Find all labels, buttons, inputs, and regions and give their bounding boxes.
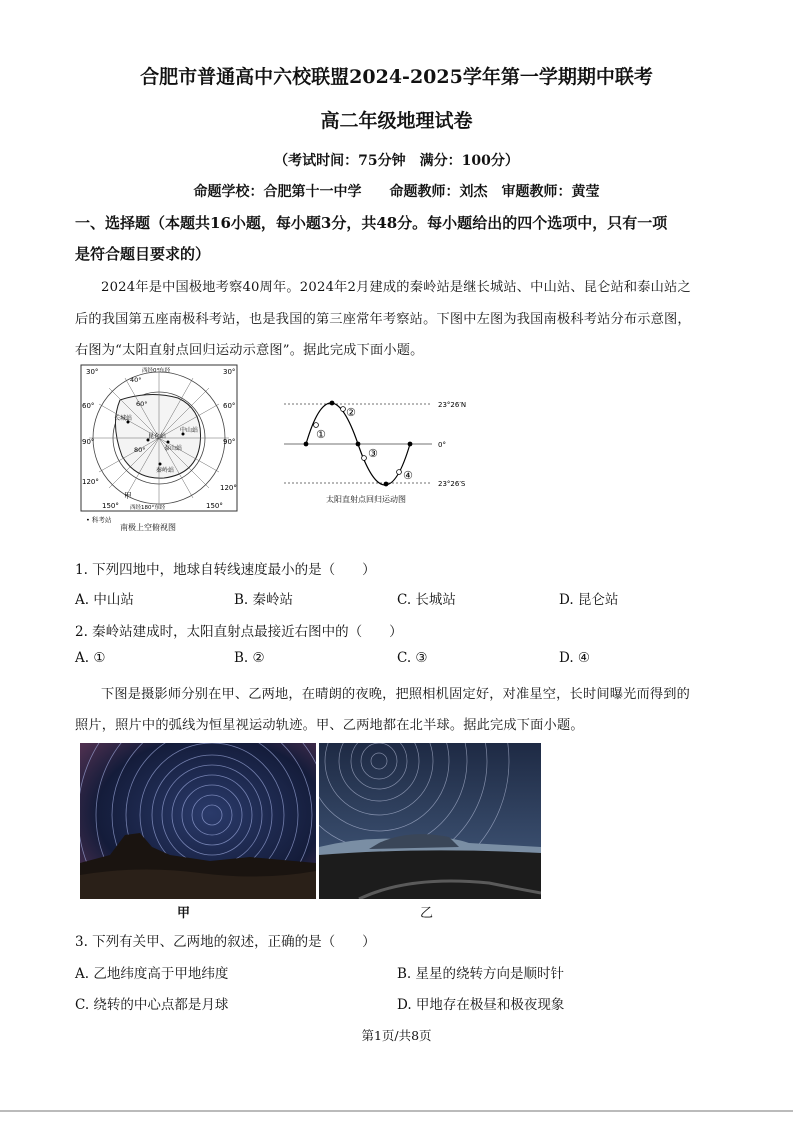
- star-trail-photo-jia: [80, 743, 316, 899]
- lat-label: 80°: [134, 446, 146, 454]
- sun-migration-diagram: [280, 392, 505, 492]
- lon-label: 150°: [206, 502, 223, 510]
- photo-label-yi: 乙: [420, 906, 434, 921]
- q1-option-a: A. 中山站: [75, 592, 134, 608]
- passage2-line: 照片，照片中的弧线为恒星视运动轨迹。甲、乙两地都在北半球。据此完成下面小题。: [75, 718, 584, 733]
- exam-title: 合肥市普通高中六校联盟2024-2025学年第一学期期中联考: [140, 66, 653, 88]
- question-1: 1. 下列四地中，地球自转线速度最小的是（ ）: [75, 562, 376, 578]
- q1-option-d: D. 昆仑站: [559, 592, 619, 608]
- q1-option-c: C. 长城站: [397, 592, 456, 608]
- marker-4: ④: [403, 469, 413, 482]
- q2-option-d: D. ④: [559, 650, 591, 666]
- station-label: 秦岭站: [156, 467, 175, 474]
- question-2: 2. 秦岭站建成时，太阳直射点最接近右图中的（ ）: [75, 624, 403, 640]
- passage1-line: 右图为“太阳直射点回归运动示意图”。据此完成下面小题。: [75, 343, 424, 358]
- lon-label: 90°: [82, 438, 95, 446]
- marker-1: ①: [316, 428, 326, 441]
- meridian-label-bottom: 西经180°东经: [130, 505, 166, 511]
- station-label: 泰山站: [164, 445, 183, 452]
- station-label: 昆仑站: [148, 433, 167, 440]
- exam-info: （考试时间：75分钟 满分：100分）: [274, 153, 519, 169]
- region-label: 甲: [124, 491, 132, 500]
- passage2-line: 下图是摄影师分别在甲、乙两地，在晴朗的夜晚，把照相机固定好，对准星空，长时间曝光而得到的: [101, 687, 691, 702]
- q2-option-c: C. ③: [397, 650, 428, 666]
- lon-label: 120°: [220, 484, 237, 492]
- lon-label: 30°: [223, 368, 236, 376]
- marker-3: ③: [368, 447, 378, 460]
- meridian-label: 西经0°东经: [142, 368, 171, 374]
- lat-label: 60°: [136, 400, 148, 408]
- lon-label: 90°: [223, 438, 236, 446]
- passage1-line: 后的我国第五座南极科考站，也是我国的第三座常年考察站。下图中左图为我国南极科考站分布示意图，: [75, 312, 691, 327]
- lat-label: 40°: [130, 376, 142, 384]
- q1-option-b: B. 秦岭站: [234, 592, 294, 608]
- question-3: 3. 下列有关甲、乙两地的叙述，正确的是（ ）: [75, 934, 376, 950]
- exam-subtitle: 高二年级地理试卷: [320, 110, 473, 132]
- photo-label-jia: 甲: [177, 906, 191, 921]
- lat-south-label: 23°26′S: [438, 480, 466, 488]
- equator-label: 0°: [438, 441, 446, 449]
- station-label: 长城站: [114, 415, 133, 422]
- star-trail-photo-yi: [319, 743, 541, 899]
- lon-label: 150°: [102, 502, 119, 510]
- sun-diagram-caption: 太阳直射点回归运动图: [326, 495, 406, 504]
- station-label: 中山站: [180, 427, 199, 434]
- map-legend: • 科考站: [86, 516, 112, 524]
- page-number: 第1页/共8页: [361, 1028, 432, 1043]
- lon-label: 60°: [223, 402, 236, 410]
- antarctic-map: [80, 364, 240, 524]
- marker-2: ②: [346, 406, 356, 419]
- lon-label: 120°: [82, 478, 99, 486]
- map-caption: 南极上空俯视图: [120, 523, 176, 532]
- section-heading: 一、选择题（本题共16小题，每小题3分，共48分。每小题给出的四个选项中，只有一项: [75, 214, 668, 232]
- passage1-line: 2024年是中国极地考察40周年。2024年2月建成的秦岭站是继长城站、中山站、昆仑站和泰山站之: [101, 280, 691, 295]
- q3-option-a: A. 乙地纬度高于甲地纬度: [75, 966, 229, 982]
- page-bottom-rule: [0, 1110, 793, 1112]
- q3-option-d: D. 甲地存在极昼和极夜现象: [397, 997, 565, 1013]
- lon-label: 60°: [82, 402, 95, 410]
- lat-north-label: 23°26′N: [438, 401, 467, 409]
- exam-staff: 命题学校：合肥第十一中学 命题教师：刘杰 审题教师：黄莹: [193, 184, 600, 200]
- lon-label: 30°: [86, 368, 99, 376]
- q3-option-c: C. 绕转的中心点都是月球: [75, 997, 229, 1013]
- q2-option-a: A. ①: [75, 650, 106, 666]
- q2-option-b: B. ②: [234, 650, 265, 666]
- q3-option-b: B. 星星的绕转方向是顺时针: [397, 966, 565, 982]
- section-heading-cont: 是符合题目要求的）: [75, 245, 211, 263]
